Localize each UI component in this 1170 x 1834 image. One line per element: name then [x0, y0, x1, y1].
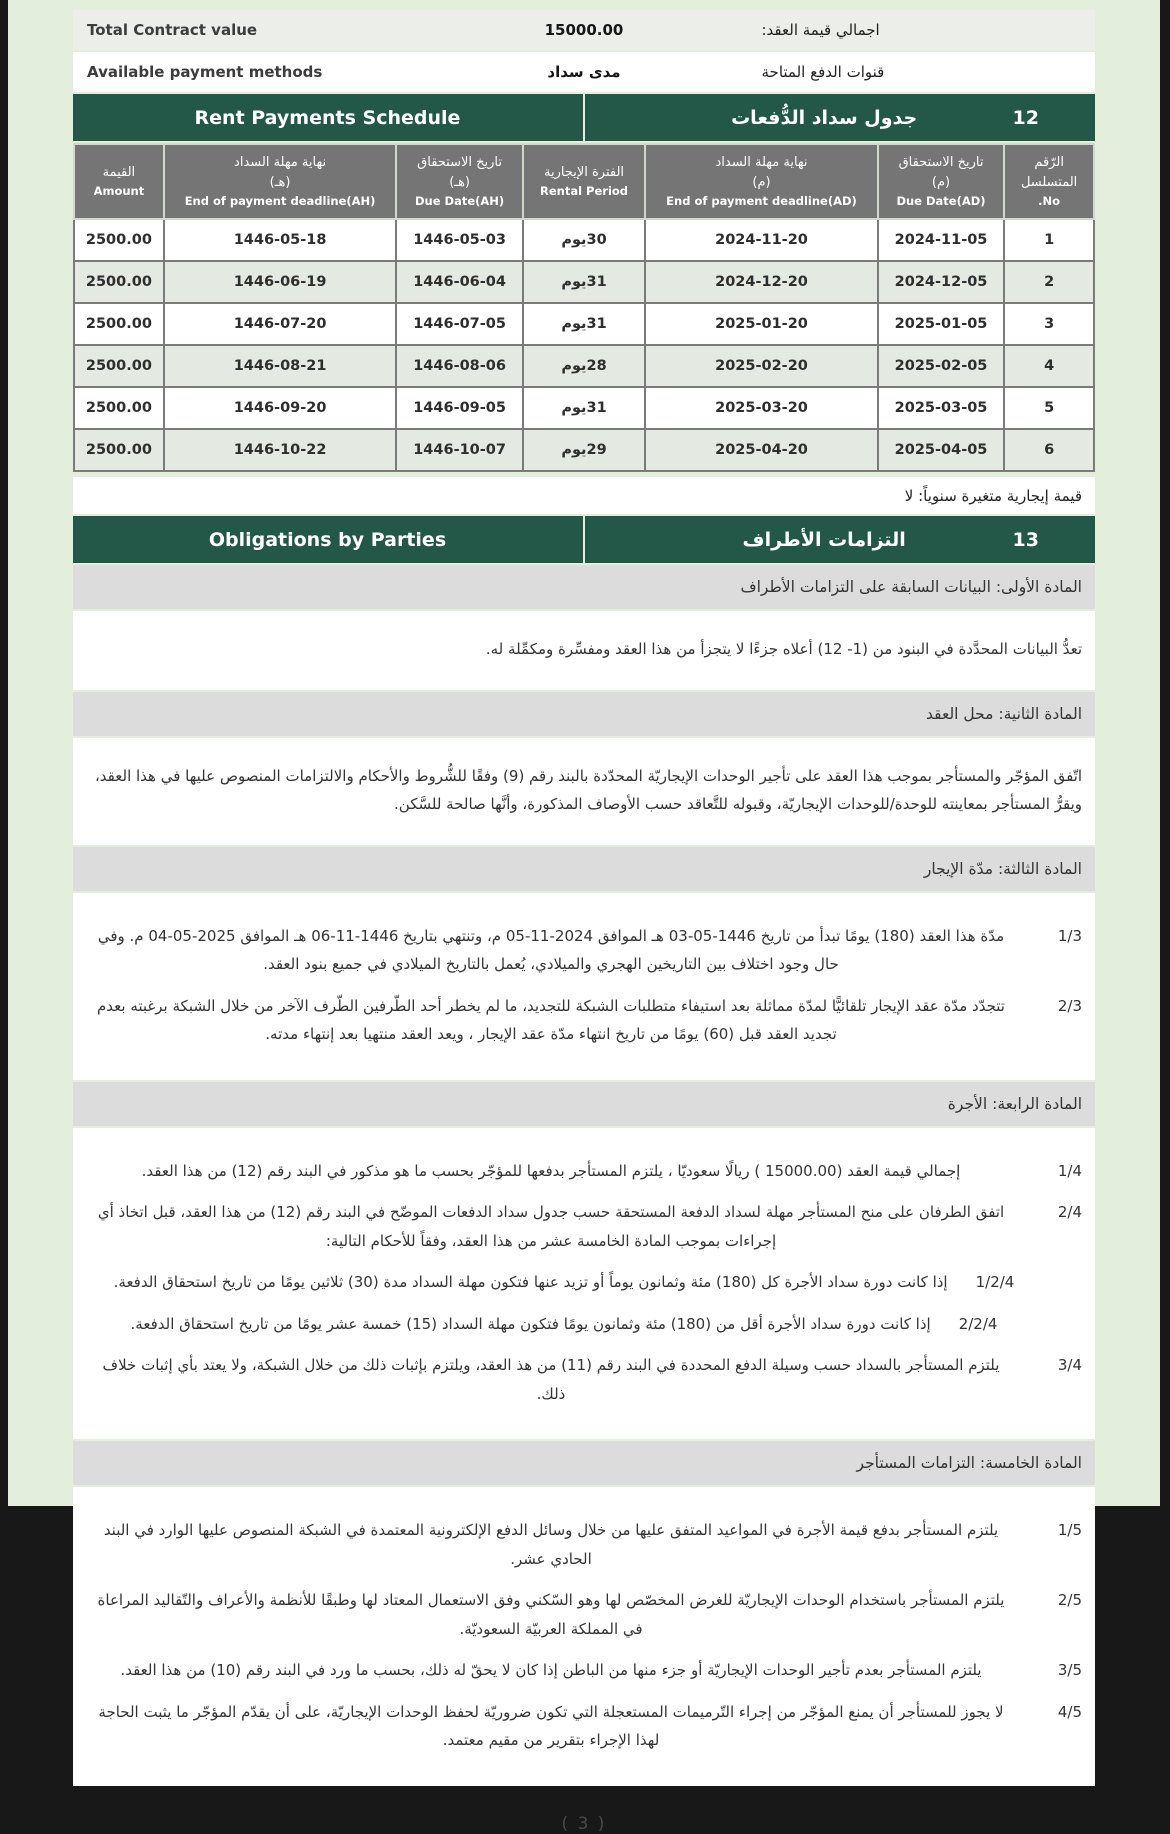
- clause-number: 4/5: [1057, 1702, 1082, 1721]
- clause-number: 2/4: [1057, 1203, 1082, 1222]
- section-12-title-ar: جدول سداد الدُّفعات: [731, 106, 918, 129]
- total-contract-value-label-ar: اجمالي قيمة العقد:: [761, 21, 880, 39]
- article-4-heading: المادة الرابعة: الأجرة: [73, 1082, 1095, 1126]
- cell-amount: 2500.00: [74, 303, 164, 345]
- clause-text: تتجدّد مدّة عقد الإيجار تلقائيًّا لمدّة مماثلة بعد استيفاء متطلبات الشبكة للتجديد، ما لم يخطر أحد الطّرفين الطّرف الآخر من خلال الشبكة برغبته بعدم تجديد العقد قبل (60) يومًا من تاريخ انتهاء مدّة عقد الإيجار ، ويعد العقد منتهيا بعد إنتهاء مدته.: [97, 996, 1005, 1044]
- cell-no: 1: [1004, 219, 1094, 261]
- table-row: [74, 219, 1094, 261]
- col-header-amount: [74, 144, 164, 219]
- col-header-due-date-ah: [396, 144, 522, 219]
- clause-text: إذا كانت دورة سداد الأجرة كل (180) مئة وثمانون يوماً أو تزيد عنها فتكون مهلة السداد مدة (30) ثلاثين يومًا من تاريخ استحقاق الدفعة.: [113, 1273, 948, 1292]
- cell-due-ah: 1446-07-05: [396, 303, 522, 345]
- total-contract-value-row: [73, 10, 1095, 50]
- section-13-title-en: Obligations by Parties: [208, 528, 447, 551]
- section-12-title-en: Rent Payments Schedule: [194, 106, 461, 129]
- cell-due-ah: 1446-06-04: [396, 261, 522, 303]
- contract-page: [8, 0, 1160, 1834]
- total-contract-value: 15000.00: [544, 21, 624, 39]
- table-row: [74, 429, 1094, 471]
- cell-amount: 2500.00: [74, 261, 164, 303]
- col-period-ar: الفترة الإيجارية: [543, 164, 625, 180]
- clause-text: اتفق الطرفان على منح المستأجر مهلة لسداد الدفعة المستحقة حسب جدول سداد الدفعات الموضّح في البند رقم (12) من هذا العقد، قبل اتخاذ أي إجراءات بموجب المادة الخامسة عشر من هذا العقد، وفقاً للأحكام التالية:: [97, 1203, 1005, 1250]
- total-contract-value-label-en: Total Contract value: [87, 21, 258, 39]
- clause-number: 2/2/4: [958, 1314, 998, 1333]
- section-header-divider: [583, 94, 585, 141]
- article-1-body: [73, 611, 1095, 690]
- article-1-heading: المادة الأولى: البيانات السابقة على التزامات الأطراف: [73, 565, 1095, 609]
- contract-content: [73, 0, 1095, 1834]
- cell-deadline-ad: 2025-02-20: [645, 345, 878, 387]
- col-due-ah-ar: تاريخ الاستحقاق: [417, 155, 503, 170]
- col-due-ah-cal: (هـ): [449, 174, 470, 190]
- cell-period: 29يوم: [523, 429, 645, 471]
- cell-deadline-ah: 1446-06-19: [164, 261, 397, 303]
- cell-no: 4: [1004, 345, 1094, 387]
- col-due-ad-ar: تاريخ الاستحقاق: [898, 155, 984, 170]
- cell-amount: 2500.00: [74, 345, 164, 387]
- clause-number: 1/3: [1057, 926, 1082, 945]
- cell-period: 30يوم: [523, 219, 645, 261]
- article-1-paragraph: تعدُّ البيانات المحدَّدة في البنود من (1- 12) أعلاه جزءًا لا يتجزأ من هذا العقد ومفسِّرة ومكمِّلة له.: [485, 640, 1082, 659]
- clause-text: يلتزم المستأجر بالسداد حسب وسيلة الدفع المحددة في البند رقم (11) من هذ العقد، ويلتزم بإثبات ذلك من خلال الشبكة، ولا يعتد بأي إثبات خلاف ذلك.: [102, 1356, 1000, 1403]
- cell-deadline-ah: 1446-07-20: [164, 303, 397, 345]
- cell-deadline-ad: 2025-03-20: [645, 387, 878, 429]
- table-row: [74, 387, 1094, 429]
- clause-number: 1/5: [1057, 1521, 1082, 1540]
- col-deadline-ad-cal: (م): [752, 174, 771, 190]
- clause-1-5: [86, 1516, 1082, 1573]
- table-row: [74, 303, 1094, 345]
- section-13-header: [73, 516, 1095, 563]
- article-3-heading: المادة الثالثة: مدّة الإيجار: [73, 847, 1095, 891]
- cell-due-ad: 2025-04-05: [878, 429, 1004, 471]
- col-deadline-ah-en: End of payment deadline(AH): [184, 194, 376, 208]
- col-amount-en: Amount: [93, 184, 145, 199]
- clause-2-3: [86, 992, 1082, 1049]
- col-no-en: No.: [1038, 194, 1061, 208]
- cell-deadline-ad: 2024-11-20: [645, 219, 878, 261]
- cell-due-ah: 1446-05-03: [396, 219, 522, 261]
- col-due-ad-cal: (م): [931, 174, 951, 190]
- cell-deadline-ah: 1446-10-22: [164, 429, 397, 471]
- col-deadline-ad-en: End of payment deadline(AD): [666, 194, 857, 208]
- table-header-row: [74, 144, 1094, 219]
- cell-deadline-ad: 2024-12-20: [645, 261, 878, 303]
- clause-3-5: [86, 1656, 1082, 1685]
- clause-1-2-4: [86, 1268, 1042, 1297]
- clause-number: 3/4: [1057, 1356, 1082, 1375]
- cell-no: 5: [1004, 387, 1094, 429]
- cell-deadline-ad: 2025-01-20: [645, 303, 878, 345]
- cell-due-ad: 2025-01-05: [878, 303, 1004, 345]
- clause-text: يلتزم المستأجر باستخدام الوحدات الإيجاريّة للغرض المخصّص لها وهو السّكني وفق الاستعمال المعتاد لها وطبقًا للأنظمة والأعراف والتّقاليد المراعاة في المملكة العربيّة السعوديّة.: [97, 1591, 1005, 1638]
- section-12-header: [73, 94, 1095, 141]
- article-2-heading: المادة الثانية: محل العقد: [73, 692, 1095, 736]
- clause-number: 2/5: [1057, 1591, 1082, 1610]
- cell-period: 31يوم: [523, 303, 645, 345]
- clause-2-5: [86, 1586, 1082, 1643]
- col-amount-ar: القيمة: [102, 164, 136, 180]
- payment-methods-label-en: Available payment methods: [87, 63, 323, 81]
- clause-text: إجمالي قيمة العقد (15000.00 ) ريالًا سعوديّا ، يلتزم المستأجر بدفعها للمؤجّر بحسب ما هو مذكور في البند رقم (12) من هذا العقد.: [141, 1161, 961, 1180]
- col-no-ar: الرّقم المتسلسل: [1020, 155, 1078, 190]
- cell-period: 31يوم: [523, 387, 645, 429]
- cell-due-ad: 2024-11-05: [878, 219, 1004, 261]
- cell-deadline-ah: 1446-08-21: [164, 345, 397, 387]
- cell-amount: 2500.00: [74, 387, 164, 429]
- cell-due-ah: 1446-08-06: [396, 345, 522, 387]
- clause-4-5: [86, 1698, 1082, 1755]
- cell-deadline-ah: 1446-05-18: [164, 219, 397, 261]
- clause-3-4: [86, 1351, 1082, 1408]
- clause-number: 3/5: [1057, 1661, 1082, 1680]
- article-2-paragraph: اتّفق المؤجّر والمستأجر بموجب هذا العقد على تأجير الوحدات الإيجاريّة المحدّدة بالبند رقم (9) وفقًا للشُّروط والأحكام والالتزامات المنصوص عليها في هذا العقد، ويقرُّ المستأجر بمعاينته للوحدة/للوحدات الإيجاريّة، وقبوله للتَّعاقد حسب الأوصاف المذكورة، وأنَّها صالحة للسَّكن.: [94, 766, 1082, 814]
- cell-amount: 2500.00: [74, 219, 164, 261]
- cell-period: 28يوم: [523, 345, 645, 387]
- payment-methods-value: مدى سداد: [547, 63, 621, 81]
- clause-text: لا يجوز للمستأجر أن يمنع المؤجّر من إجراء التّرميمات المستعجلة التي تكون ضروريّة لحفظ الوحدات الإيجاريّة، على أن يقدّم المؤجّر ما يثبت الحاجة لهذا الإجراء بتقرير من مقيم معتمد.: [98, 1702, 1004, 1750]
- clause-number: 1/2/4: [975, 1273, 1015, 1292]
- clause-number: 1/4: [1057, 1161, 1082, 1180]
- section-12-number: 12: [1012, 106, 1039, 129]
- col-due-ad-en: Due Date(AD): [896, 194, 986, 208]
- cell-no: 6: [1004, 429, 1094, 471]
- cell-no: 2: [1004, 261, 1094, 303]
- page-number: ( 3 ): [561, 1813, 607, 1834]
- cell-due-ad: 2025-02-05: [878, 345, 1004, 387]
- article-2-body: [73, 738, 1095, 845]
- clause-text: يلتزم المستأجر بدفع قيمة الأجرة في المواعيد المتفق عليها من خلال وسائل الدفع الإلكترونية المعتمدة في الشبكة المنصوص عليها الوارد في البند الحادي عشر.: [103, 1521, 999, 1568]
- col-period-en: Rental Period: [540, 184, 629, 199]
- cell-due-ad: 2025-03-05: [878, 387, 1004, 429]
- cell-due-ad: 2024-12-05: [878, 261, 1004, 303]
- col-deadline-ah-cal: (هـ): [269, 174, 291, 190]
- clause-text: إذا كانت دورة سداد الأجرة أقل من (180) مئة وثمانون يومًا فتكون مهلة السداد (15) خمسة عشر يومًا من تاريخ استحقاق الدفعة.: [130, 1314, 931, 1333]
- clause-number: 2/3: [1057, 996, 1082, 1015]
- clause-text: مدّة هذا العقد (180) يومًا تبدأ من تاريخ 1446-05-03 هـ الموافق 2024-11-05 م، وتنتهي بتاريخ 1446-11-06 هـ الموافق 2025-05-04 م. وفي حال وجود اختلاف بين التاريخين الهجري والميلادي، يُعمل بالتاريخ الميلادي في جميع بنود العقد.: [97, 926, 1005, 974]
- cell-due-ah: 1446-09-05: [396, 387, 522, 429]
- clause-1-3: [86, 922, 1082, 979]
- article-5-heading: المادة الخامسة: التزامات المستأجر: [73, 1441, 1095, 1485]
- cell-no: 3: [1004, 303, 1094, 345]
- payment-methods-label-ar: قنوات الدفع المتاحة: [761, 63, 885, 81]
- cell-amount: 2500.00: [74, 429, 164, 471]
- payment-methods-row: [73, 52, 1095, 92]
- clause-2-4: [86, 1198, 1082, 1255]
- cell-period: 31يوم: [523, 261, 645, 303]
- article-3-body: [73, 893, 1095, 1080]
- section-13-number: 13: [1012, 528, 1039, 551]
- cell-due-ah: 1446-10-07: [396, 429, 522, 471]
- table-row: [74, 261, 1094, 303]
- col-deadline-ah-ar: نهاية مهلة السداد: [234, 155, 327, 170]
- clause-text: يلتزم المستأجر بعدم تأجير الوحدات الإيجاريّة أو جزء منها من الباطن إذا كان لا يحقّ له ذلك، بحسب ما ورد في البند رقم (10) من هذا العقد.: [120, 1661, 982, 1680]
- article-4-body: [73, 1128, 1095, 1440]
- col-deadline-ad-ar: نهاية مهلة السداد: [715, 155, 808, 170]
- section-header-divider: [583, 516, 585, 563]
- clause-1-4: [86, 1157, 1082, 1186]
- col-header-due-date-ad: [878, 144, 1004, 219]
- article-5-body: [73, 1487, 1095, 1786]
- section-13-title-ar: التزامات الأطراف: [742, 528, 906, 551]
- clause-2-2-4: [86, 1310, 1042, 1339]
- cell-deadline-ah: 1446-09-20: [164, 387, 397, 429]
- variable-rent-note: قيمة إيجارية متغيرة سنوياً: لا: [73, 477, 1095, 514]
- col-due-ah-en: Due Date(AH): [415, 194, 505, 208]
- col-header-deadline-ad: [645, 144, 878, 219]
- col-header-deadline-ah: [164, 144, 397, 219]
- table-row: [74, 345, 1094, 387]
- cell-deadline-ad: 2025-04-20: [645, 429, 878, 471]
- col-header-rental-period: [523, 144, 645, 219]
- col-header-no: [1004, 144, 1094, 219]
- rent-payments-table: [73, 143, 1095, 472]
